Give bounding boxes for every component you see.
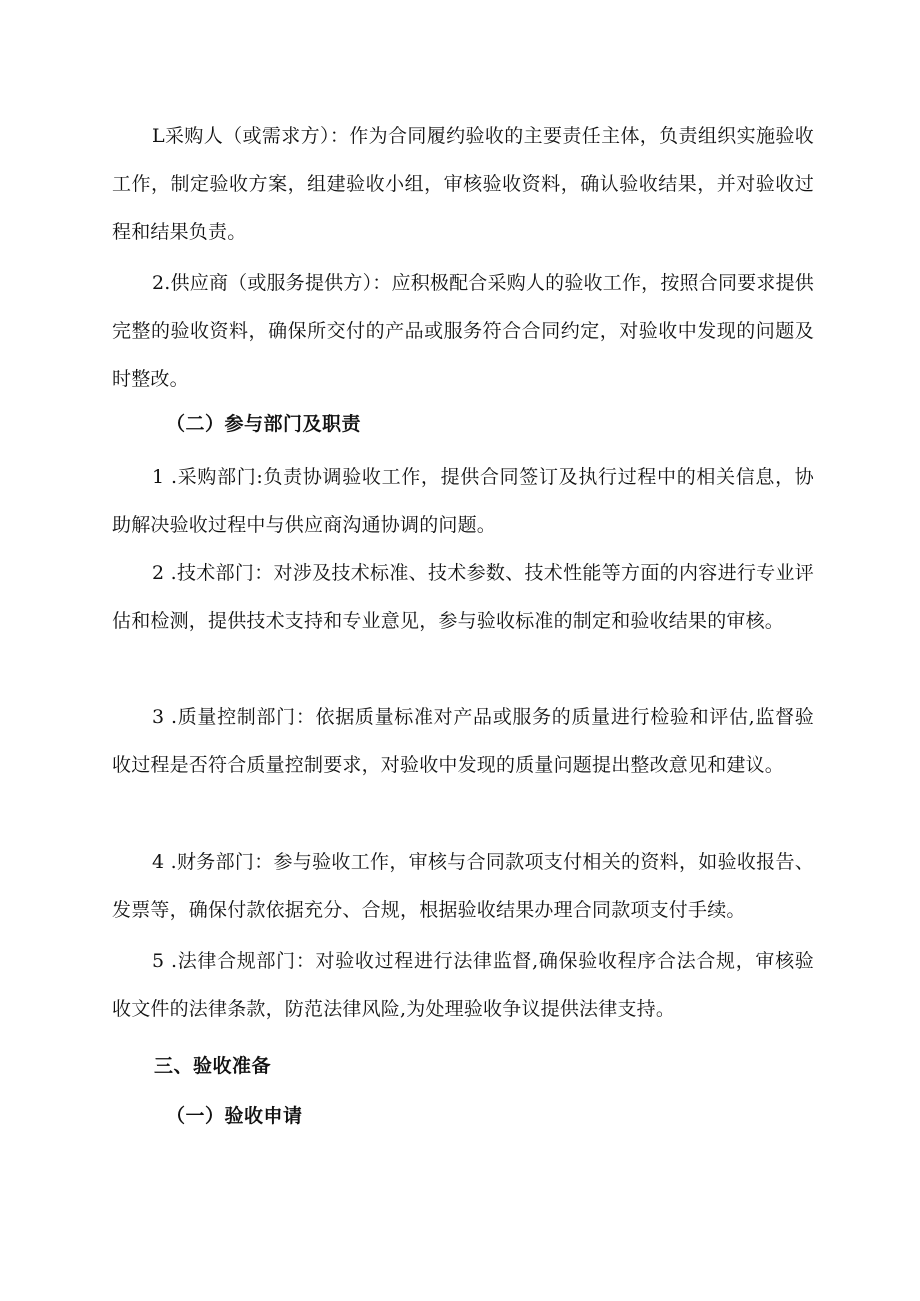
paragraph-legal-department: 5 .法律合规部门：对验收过程进行法律监督,确保验收程序合法合规，审核验收文件的法律条款，防范法律风险,为处理验收争议提供法律支持。 <box>112 950 814 1020</box>
paragraph-purchaser-duty: L采购人（或需求方）：作为合同履约验收的主要责任主体，负责组织实施验收工作，制定验收方案，组建验收小组，审核验收资料，确认验收结果，并对验收过程和结果负责。 <box>112 125 814 243</box>
paragraph-supplier-duty: 2.供应商（或服务提供方）：应积极配合采购人的验收工作，按照合同要求提供完整的验收资料，确保所交付的产品或服务符合合同约定，对验收中发现的问题及时整改。 <box>112 272 814 390</box>
paragraph-quality-department: 3 .质量控制部门：依据质量标准对产品或服务的质量进行检验和评估,监督验收过程是否符合质量控制要求，对验收中发现的质量问题提出整改意见和建议。 <box>112 706 814 776</box>
heading-preparation: 三、验收准备 <box>154 1055 272 1077</box>
paragraph-finance-department: 4 .财务部门：参与验收工作，审核与合同款项支付相关的资料，如验收报告、发票等，确保付款依据充分、合规，根据验收结果办理合同款项支付手续。 <box>112 851 814 921</box>
heading-acceptance-application: （一）验收申请 <box>166 1105 303 1127</box>
heading-departments: （二）参与部门及职责 <box>166 413 362 435</box>
paragraph-technical-department: 2 .技术部门：对涉及技术标准、技术参数、技术性能等方面的内容进行专业评估和检测，提供技术支持和专业意见，参与验收标准的制定和验收结果的审核。 <box>112 562 814 632</box>
paragraph-procurement-department: 1 .采购部门:负责协调验收工作，提供合同签订及执行过程中的相关信息，协助解决验收过程中与供应商沟通协调的问题。 <box>112 466 814 536</box>
